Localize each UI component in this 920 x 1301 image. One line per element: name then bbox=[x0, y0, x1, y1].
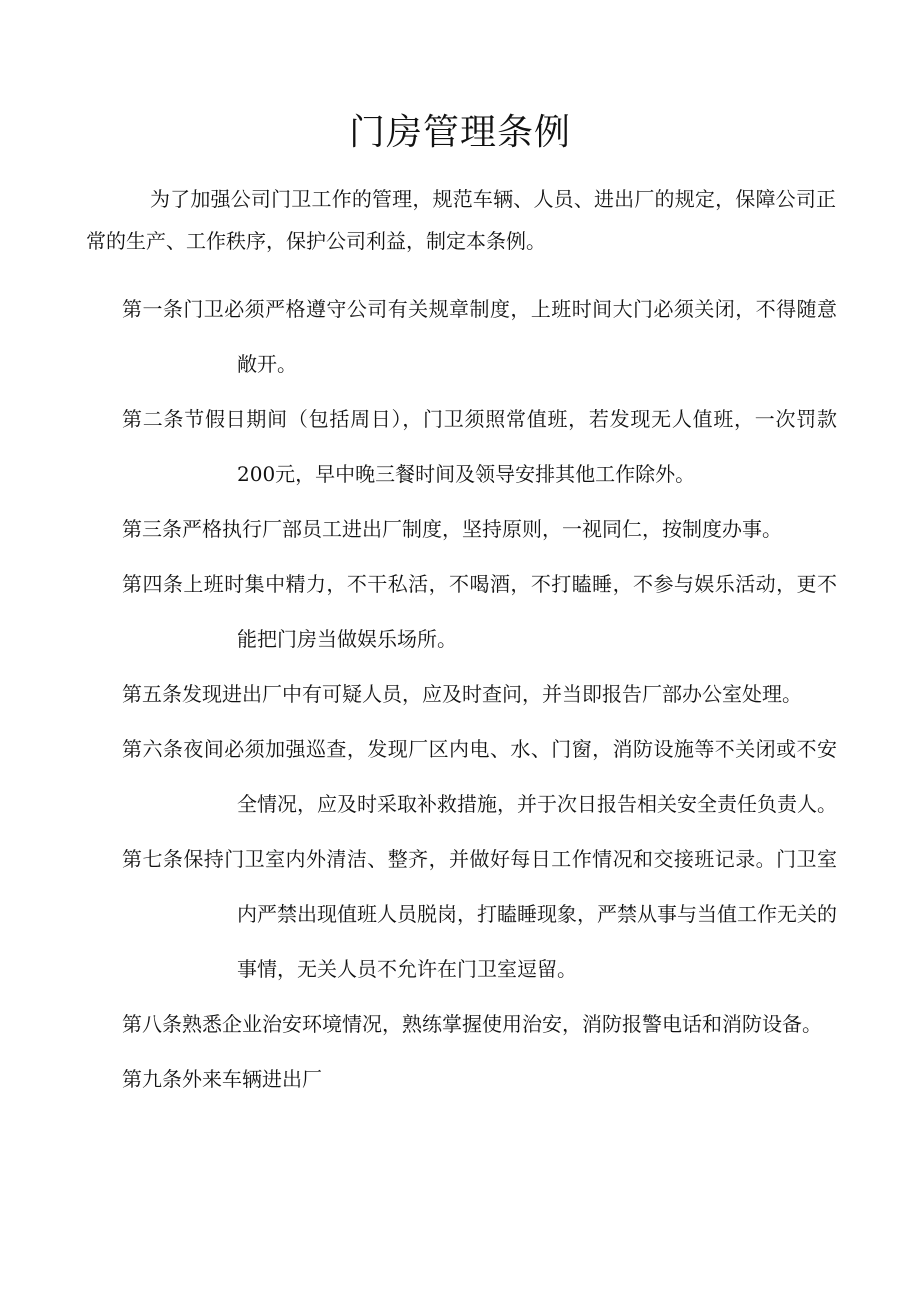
document-title: 门房管理条例 bbox=[348, 112, 571, 153]
article-1: 第一条门卫必须严格遵守公司有关规章制度，上班时间大门必须关闭，不得随意敞开。 bbox=[122, 297, 837, 376]
intro-paragraph: 为了加强公司门卫工作的管理，规范车辆、人员、进出厂的规定，保障公司正常的生产、工作秩序，保护公司利益，制定本条例。 bbox=[86, 187, 836, 253]
article-list bbox=[122, 282, 837, 1107]
article-4: 第四条上班时集中精力，不干私活，不喝酒，不打瞌睡，不参与娱乐活动，更不能把门房当做娱乐场所。 bbox=[122, 572, 837, 651]
article-2: 第二条节假日期间（包括周日），门卫须照常值班，若发现无人值班，一次罚款200元，早中晚三餐时间及领导安排其他工作除外。 bbox=[122, 407, 837, 486]
article-5: 第五条发现进出厂中有可疑人员，应及时查问，并当即报告厂部办公室处理。 bbox=[122, 682, 802, 706]
article-7: 第七条保持门卫室内外清洁、整齐，并做好每日工作情况和交接班记录。门卫室内严禁出现值班人员脱岗，打瞌睡现象，严禁从事与当值工作无关的事情，无关人员不允许在门卫室逗留。 bbox=[122, 847, 837, 981]
article-8: 第八条熟悉企业治安环境情况，熟练掌握使用治安，消防报警电话和消防设备。 bbox=[122, 1012, 822, 1036]
article-9: 第九条外来车辆进出厂 bbox=[122, 1067, 322, 1091]
article-6: 第六条夜间必须加强巡查，发现厂区内电、水、门窗，消防设施等不关闭或不安全情况，应及时采取补救措施，并于次日报告相关安全责任负责人。 bbox=[122, 737, 837, 816]
article-3: 第三条严格执行厂部员工进出厂制度，坚持原则，一视同仁，按制度办事。 bbox=[122, 517, 782, 541]
